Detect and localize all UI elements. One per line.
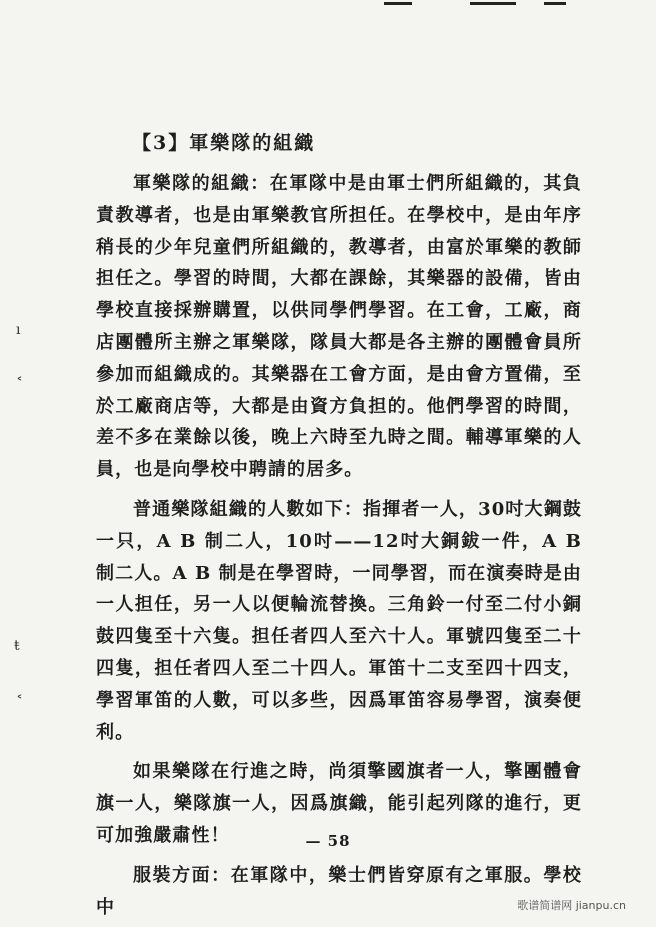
margin-mark: ˂: [16, 694, 23, 710]
margin-mark: ˂: [16, 376, 23, 392]
section-heading: 【3】軍樂隊的組織: [132, 132, 316, 154]
margin-mark: ŧ: [14, 638, 20, 654]
paragraph-marching: 如果樂隊在行進之時，尚須擎國旗者一人，擎團體會旗一人，樂隊旗一人，因爲旗織，能引起列隊的進行，更可加強嚴肅性！: [96, 761, 582, 846]
margin-mark: ı: [16, 322, 21, 338]
watermark: 歌谱简谱网 jianpu.cn: [517, 899, 626, 912]
paragraph-band-size: 普通樂隊組織的人數如下：指揮者一人，30吋大鋼鼓一只，A B 制二人，10吋——12吋大銅鈸一件，A B 制二人。A B 制是在學習時，一同學習，而在演奏時是由一人担任，另一人以便輪流替換。三角鈴一付至二付小銅鼓四隻至十六隻。担任者四人至六十人。軍號四隻至二十四隻，担任者四人至二十四人。軍笛十二支至四十四支，學習軍笛的人數，可以多些，因爲軍笛容易學習，演奏便利。: [96, 498, 582, 743]
paragraph-organization: 軍樂隊的組織：在軍隊中是由軍士們所組織的，其負責教導者，也是由軍樂教官所担任。在學校中，是由年序稍長的少年兒童們所組織的，教導者，由富於軍樂的教師担任之。學習的時間，大都在課餘，其樂器的設備，皆由學校直接採辦購置，以供同學們學習。在工會，工廠，商店團體所主辦之軍樂隊，隊員大都是各主辦的團體會員所參加而組織成的。其樂器在工會方面，是由會方置備，至於工廠商店等，大都是由資方負担的。他們學習的時間，差不多在業餘以後，晚上六時至九時之間。輔導軍樂的人員，也是向學校中聘請的居多。: [96, 173, 582, 481]
paragraph-uniforms: 服裝方面：在軍隊中，樂士們皆穿原有之軍服。學校中: [96, 864, 582, 918]
scan-edge-marks: [0, 0, 656, 12]
body-text: [96, 168, 582, 923]
page-number: — 58: [305, 832, 351, 850]
